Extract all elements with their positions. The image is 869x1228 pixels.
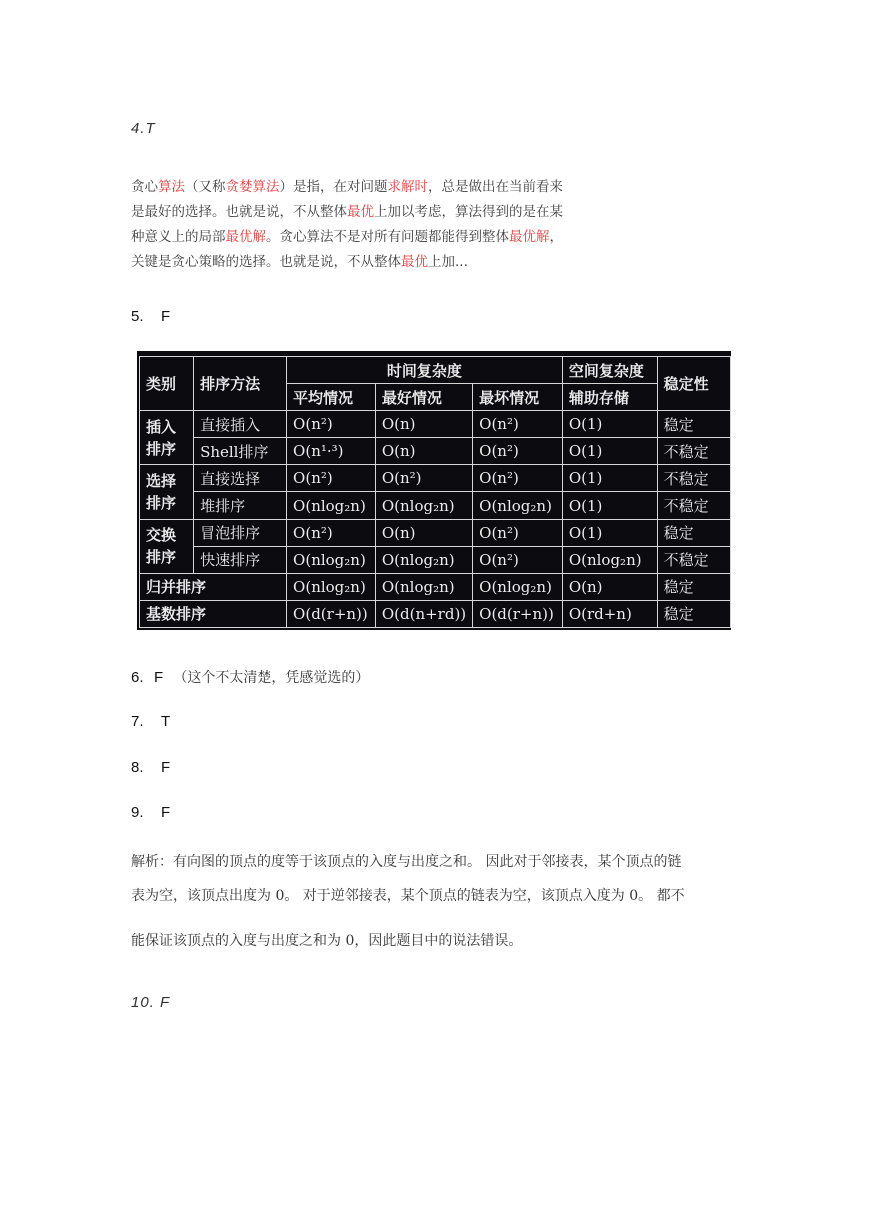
greedy-line-1 [131, 175, 591, 200]
text-run: 上加以考虑，算法得到的是在某 [374, 204, 563, 220]
answer-5: 5. F [131, 308, 171, 325]
sorting-complexity-table [139, 356, 731, 628]
worst-cell: O(nlog₂n) [473, 573, 563, 600]
aux-cell: O(1) [562, 492, 657, 519]
avg-cell: O(n²) [287, 465, 376, 492]
text-run: 贪心 [131, 179, 158, 195]
highlighted-term: 求解时 [387, 179, 428, 195]
category-exchange: 交换 排序 [140, 519, 194, 573]
text-run: ）是指，在对问题 [279, 179, 388, 195]
best-cell: O(nlog₂n) [375, 546, 472, 573]
best-cell: O(n) [375, 519, 472, 546]
greedy-line-3 [131, 225, 591, 250]
avg-cell: O(nlog₂n) [287, 546, 376, 573]
avg-cell: O(n²) [287, 519, 376, 546]
method-cell: 快速排序 [194, 546, 287, 573]
aux-cell: O(rd+n) [562, 600, 657, 627]
answer-7: 7. T [131, 713, 171, 730]
best-cell: O(n) [375, 438, 472, 465]
avg-cell: O(nlog₂n) [287, 492, 376, 519]
table-row [140, 465, 731, 492]
answer-6: 6. F （这个不太清楚，凭感觉选的） [131, 669, 370, 686]
avg-cell: O(n²) [287, 411, 376, 438]
text-run: （又称 [185, 179, 226, 195]
text-run: ， [549, 229, 563, 245]
method-cell: 直接选择 [194, 465, 287, 492]
analysis-line-2: 表为空，该顶点出度为 0。 对于逆邻接表，某个顶点的链表为空，该顶点入度为 0。 都不 [131, 888, 685, 904]
header-time-complexity: 时间复杂度 [287, 357, 563, 384]
sorting-complexity-table-image [137, 351, 731, 630]
table-row [140, 492, 731, 519]
text-run: 上加... [428, 254, 468, 270]
worst-cell: O(n²) [473, 546, 563, 573]
best-cell: O(d(n+rd)) [375, 600, 472, 627]
text-run: 种意义上的局部 [131, 229, 226, 245]
header-average: 平均情况 [287, 384, 376, 411]
table-row [140, 600, 731, 627]
answer-10: 10. F [131, 994, 171, 1011]
avg-cell: O(n¹·³) [287, 438, 376, 465]
highlighted-term: 最优 [401, 254, 428, 270]
method-cell: 直接插入 [194, 411, 287, 438]
highlighted-term: 贪婪算法 [225, 179, 280, 195]
header-best: 最好情况 [375, 384, 472, 411]
category-insertion: 插入 排序 [140, 411, 194, 465]
best-cell: O(nlog₂n) [375, 492, 472, 519]
table-row [140, 573, 731, 600]
table-row [140, 411, 731, 438]
highlighted-term: 最优解 [225, 229, 266, 245]
greedy-algorithm-definition [131, 175, 591, 275]
header-stability: 稳定性 [657, 357, 730, 411]
analysis-line-3: 能保证该顶点的入度与出度之和为 0，因此题目中的说法错误。 [131, 933, 523, 949]
aux-cell: O(1) [562, 465, 657, 492]
stability-cell: 稳定 [657, 573, 730, 600]
stability-cell: 稳定 [657, 600, 730, 627]
worst-cell: O(nlog₂n) [473, 492, 563, 519]
worst-cell: O(d(r+n)) [473, 600, 563, 627]
aux-cell: O(n) [562, 573, 657, 600]
worst-cell: O(n²) [473, 411, 563, 438]
header-space-complexity: 空间复杂度 [562, 357, 657, 384]
table-row [140, 519, 731, 546]
table-row [140, 438, 731, 465]
method-cell: 堆排序 [194, 492, 287, 519]
stability-cell: 稳定 [657, 411, 730, 438]
header-worst: 最坏情况 [473, 384, 563, 411]
best-cell: O(nlog₂n) [375, 573, 472, 600]
header-category: 类别 [140, 357, 194, 411]
analysis-line-1: 解析：有向图的顶点的度等于该顶点的入度与出度之和。 因此对于邻接表，某个顶点的链 [131, 854, 682, 870]
stability-cell: 不稳定 [657, 438, 730, 465]
stability-cell: 不稳定 [657, 546, 730, 573]
method-cell: 归并排序 [140, 573, 287, 600]
aux-cell: O(1) [562, 438, 657, 465]
highlighted-term: 最优 [347, 204, 374, 220]
stability-cell: 不稳定 [657, 465, 730, 492]
worst-cell: O(n²) [473, 438, 563, 465]
answer-4: 4.T [131, 120, 156, 137]
answer-9: 9. F [131, 804, 171, 821]
stability-cell: 不稳定 [657, 492, 730, 519]
table-row [140, 546, 731, 573]
method-cell: Shell排序 [194, 438, 287, 465]
worst-cell: O(n²) [473, 465, 563, 492]
answer-8: 8. F [131, 759, 171, 776]
greedy-line-4 [131, 250, 591, 275]
aux-cell: O(1) [562, 411, 657, 438]
answer-6-note: （这个不太清楚，凭感觉选的） [173, 670, 370, 686]
avg-cell: O(d(r+n)) [287, 600, 376, 627]
header-aux-storage: 辅助存储 [562, 384, 657, 411]
aux-cell: O(nlog₂n) [562, 546, 657, 573]
text-run: ，总是做出在当前看来 [428, 179, 563, 195]
method-cell: 冒泡排序 [194, 519, 287, 546]
best-cell: O(n²) [375, 465, 472, 492]
highlighted-term: 最优解 [509, 229, 550, 245]
method-cell: 基数排序 [140, 600, 287, 627]
highlighted-term: 算法 [158, 179, 185, 195]
category-selection: 选择 排序 [140, 465, 194, 519]
stability-cell: 稳定 [657, 519, 730, 546]
worst-cell: O(n²) [473, 519, 563, 546]
text-run: 关键是贪心策略的选择。也就是说，不从整体 [131, 254, 401, 270]
greedy-line-2 [131, 200, 591, 225]
avg-cell: O(nlog₂n) [287, 573, 376, 600]
text-run: 是最好的选择。也就是说，不从整体 [131, 204, 347, 220]
best-cell: O(n) [375, 411, 472, 438]
text-run: 。贪心算法不是对所有问题都能得到整体 [266, 229, 509, 245]
header-method: 排序方法 [194, 357, 287, 411]
aux-cell: O(1) [562, 519, 657, 546]
